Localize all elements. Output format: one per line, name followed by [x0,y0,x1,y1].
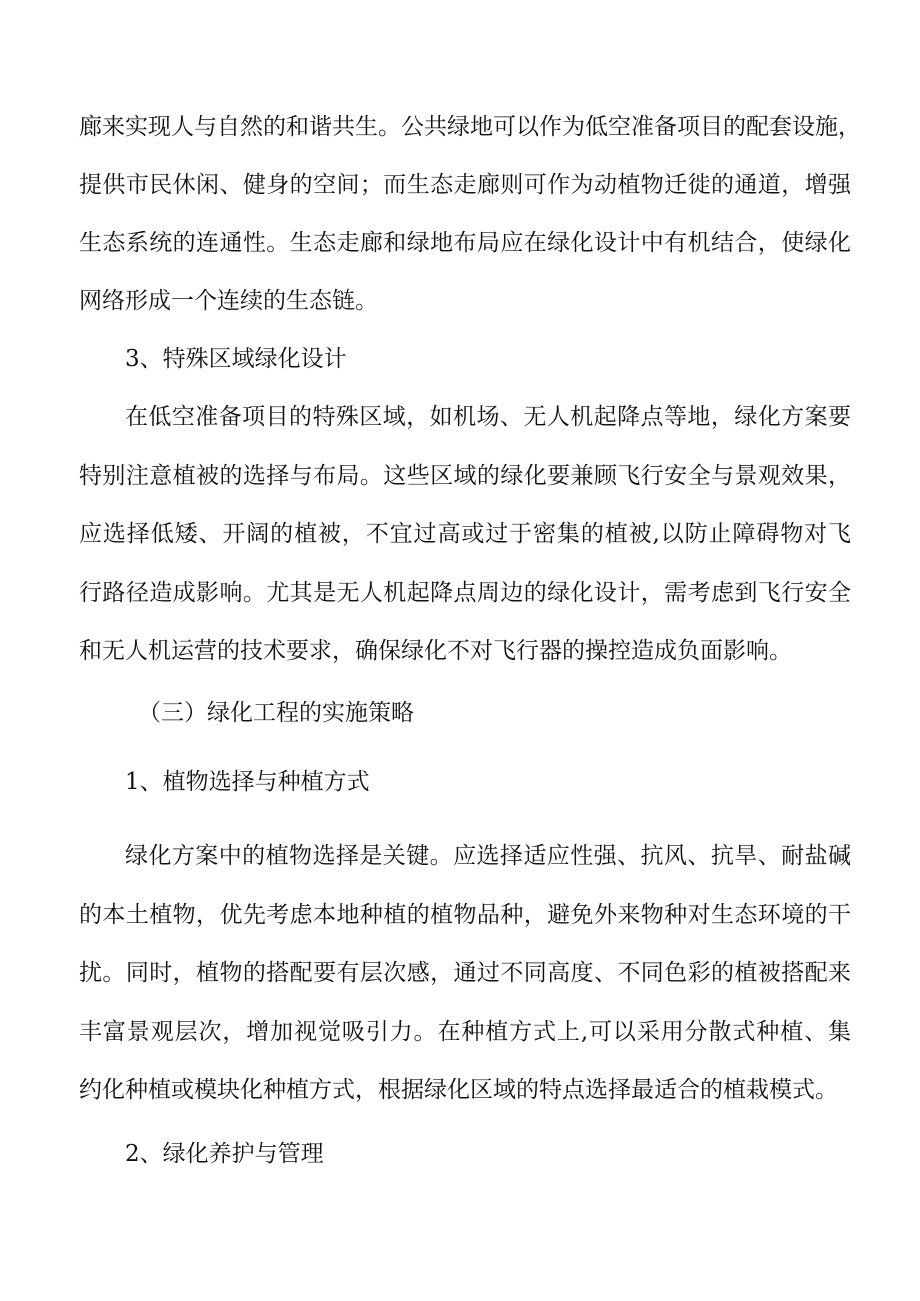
paragraph-line: 丰富景观层次，增加视觉吸引力。在种植方式上,可以采用分散式种植、集 [79,1019,851,1045]
paragraph-line: 的本土植物，优先考虑本地种植的植物品种，避免外来物种对生态环境的干 [79,902,851,928]
paragraph-line: 扰。同时，植物的搭配要有层次感，通过不同高度、不同色彩的植被搭配来 [79,960,851,986]
paragraph-line: 应选择低矮、开阔的植被，不宜过高或过于密集的植被,以防止障碍物对飞 [79,521,851,547]
paragraph-line: 行路径造成影响。尤其是无人机起降点周边的绿化设计，需考虑到飞行安全 [79,580,851,606]
paragraph-line: 网络形成一个连续的生态链。 [79,288,378,314]
paragraph-line: 约化种植或模块化种植方式，根据绿化区域的特点选择最适合的植栽模式。 [79,1077,838,1103]
paragraph-line: 和无人机运营的技术要求，确保绿化不对飞行器的操控造成负面影响。 [79,638,792,664]
paragraph-line: 生态系统的连通性。生态走廊和绿地布局应在绿化设计中有机结合，使绿化 [79,230,851,256]
paragraph-line: 廊来实现人与自然的和谐共生。公共绿地可以作为低空准备项目的配套设施， [79,114,861,140]
subsection-heading: 1、植物选择与种植方式 [125,769,370,795]
paragraph-line: 特别注意植被的选择与布局。这些区域的绿化要兼顾飞行安全与景观效果， [79,463,851,489]
paragraph-line: 在低空准备项目的特殊区域，如机场、无人机起降点等地，绿化方案要 [125,404,851,430]
paragraph-line: 提供市民休闲、健身的空间；而生态走廊则可作为动植物迁徙的通道，增强 [79,172,851,198]
paragraph-line: 绿化方案中的植物选择是关键。应选择适应性强、抗风、抗旱、耐盐碱 [125,843,851,869]
subsection-heading: 2、绿化养护与管理 [125,1141,324,1167]
subsection-heading: 3、特殊区域绿化设计 [125,346,347,372]
section-heading: （三）绿化工程的实施策略 [138,700,414,726]
